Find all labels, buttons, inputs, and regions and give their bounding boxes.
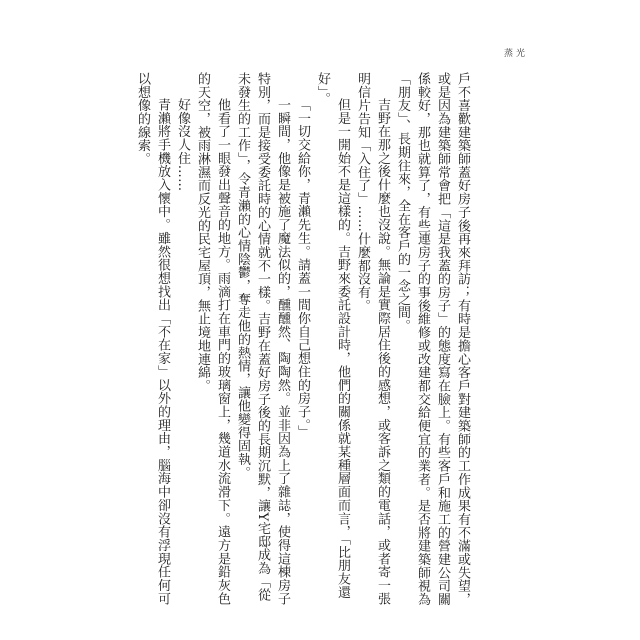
running-head: 蒸光 bbox=[504, 49, 529, 59]
paragraph: 一瞬間，他像是被施了魔法似的，醺醺然、陶陶然。並非因為上了雜誌，使得這棟房子特別，而是接受委託時的心情就不一樣。吉野在蓋好房子後的長期沉默，讓Y宅邸成為「從未發生的工作」，令青瀨的心情陰鬱，奪走他的熱情，讓他變得固執。 bbox=[235, 72, 290, 606]
paragraph: 好像沒人住…… bbox=[175, 98, 190, 192]
body-text bbox=[135, 72, 472, 612]
paragraph: 青瀨將手機放入懷中。雖然很想找出「不在家」以外的理由，腦海中卻沒有浮現任何可以想像的線索。 bbox=[135, 72, 170, 606]
paragraph: 吉野在那之後什麼也沒說。無論是實際居住後的感想，或客訴之類的電話，或者寄一張明信片告知「入住了」……什麼都沒有。 bbox=[355, 72, 390, 606]
paragraph: 但是一開始不是這樣的。吉野來委託設計時，他們的關係就某種層面而言，「比朋友還好」。 bbox=[315, 72, 350, 599]
paragraph: 「一切交給你，青瀨先生。請蓋一間你自己想住的房子。」 bbox=[295, 98, 310, 439]
paragraph: 他看了一眼發出聲音的地方。雨滴打在車門的玻璃窗上，幾道水流滑下。遠方是鉛灰色的天空，被雨淋濕而反光的民宅屋頂，無止境地連綿。 bbox=[195, 72, 230, 606]
paragraph: 戶不喜歡建築師蓋好房子後再來拜訪；有時是擔心客戶對建築師的工作成果有不滿或失望，或是因為建築師常會把「這是我蓋的房子」的態度寫在臉上。有些客戶和施工的營建公司關係較好，那也就算了，有些連房子的事後維修或改建都交給便宜的業者。是否將建築師視為「朋友」、長期往來，全在客戶的一念之間。 bbox=[395, 72, 470, 606]
